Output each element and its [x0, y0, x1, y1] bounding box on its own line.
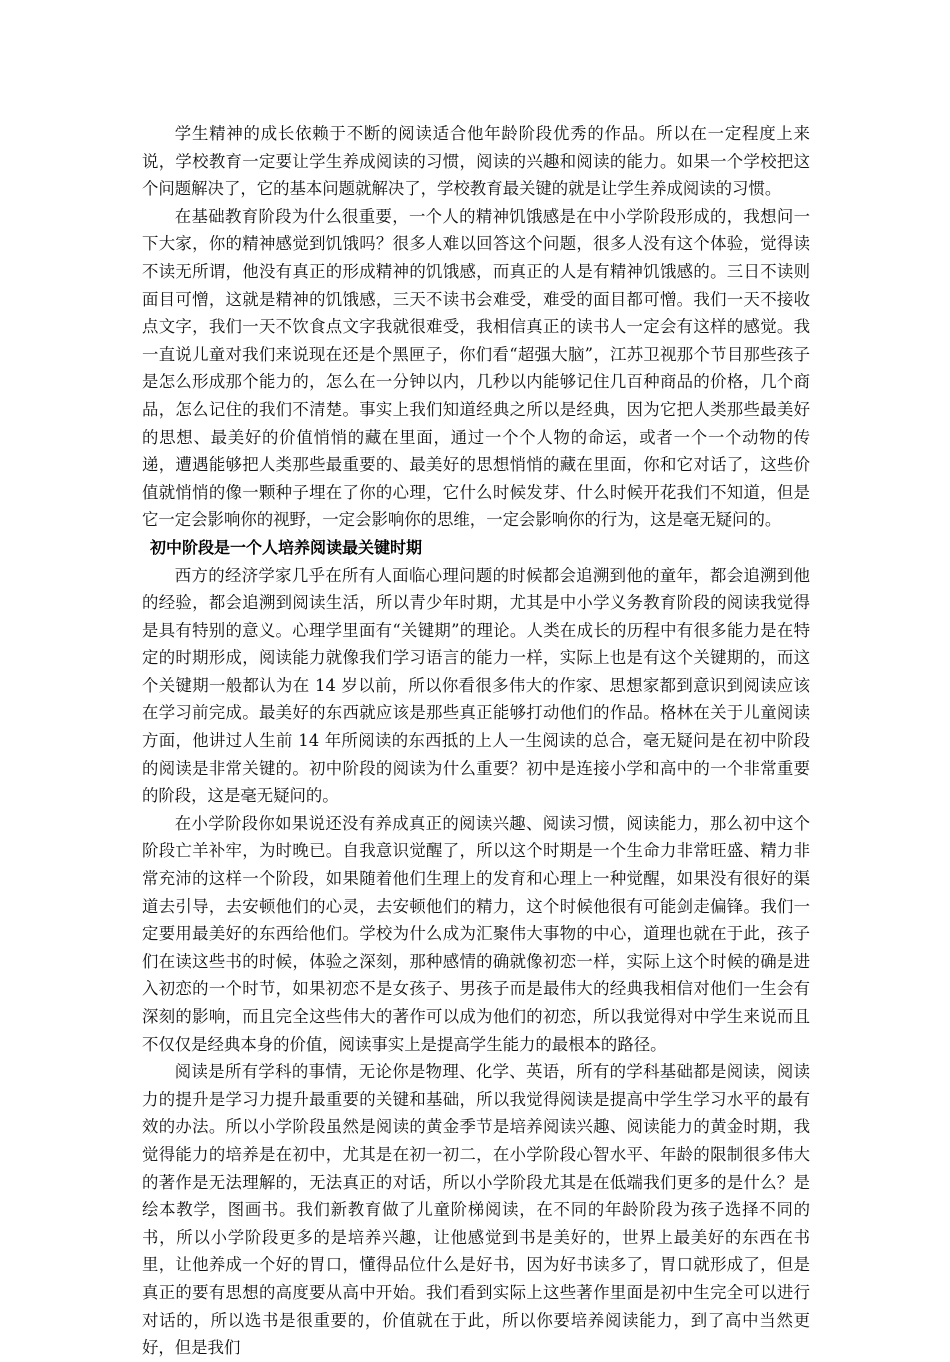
paragraph-spiritual-hunger: 在基础教育阶段为什么很重要，一个人的精神饥饿感是在中小学阶段形成的，我想问一下大家，你的精神感觉到饥饿吗？很多人难以回答这个问题，很多人没有这个体验，觉得读不读无所谓，他没有真正的形成精神的饥饿感，而真正的人是有精神饥饿感的。三日不读则面目可憎，这就是精神的饥饿感，三天不读书会难受，难受的面目都可憎。我们一天不接收点文字，我们一天不饮食点文字我就很难受，我相信真正的读书人一定会有这样的感觉。我一直说儿童对我们来说现在还是个黑匣子，你们看“超强大脑”，江苏卫视那个节目那些孩子是怎么形成那个能力的，怎么在一分钟以内，几秒以内能够记住几百种商品的价格，几个商品，怎么记住的我们不清楚。事实上我们知道经典之所以是经典，因为它把人类那些最美好的思想、最美好的价值悄悄的藏在里面，通过一个个人物的命运，或者一个一个动物的传递，遭遇能够把人类那些最重要的、最美好的思想悄悄的藏在里面，你和它对话了，这些价值就悄悄的像一颗种子埋在了你的心理，它什么时候发芽、什么时候开花我们不知道，但是它一定会影响你的视野，一定会影响你的思维，一定会影响你的行为，这是毫无疑问的。	[142, 206, 810, 530]
paragraph-critical-period: 西方的经济学家几乎在所有人面临心理问题的时候都会追溯到他的童年，都会追溯到他的经验，都会追溯到阅读生活，所以青少年时期，尤其是中小学义务教育阶段的阅读我觉得是具有特别的意义。心理学里面有“关键期”的理论。人类在成长的历程中有很多能力是在特定的时期形成，阅读能力就像我们学习语言的能力一样，实际上也是有这个关键期的，而这个关键期一般都认为在 14 岁以前，所以你看很多伟大的作家、思想家都到意识到阅读应该在学习前完成。最美好的东西就应该是那些真正能够打动他们的作品。格林在关于儿童阅读方面，他讲过人生前 14 年所阅读的东西抵的上人一生阅读的总合，毫无疑问是在初中阶段的阅读是非常关键的。初中阶段的阅读为什么重要？初中是连接小学和高中的一个非常重要的阶段，这是毫无疑问的。	[142, 565, 810, 806]
paragraph-reading-habit: 学生精神的成长依赖于不断的阅读适合他年龄阶段优秀的作品。所以在一定程度上来说，学校教育一定要让学生养成阅读的习惯，阅读的兴趣和阅读的能力。如果一个学校把这个问题解决了，它的基本问题就解决了，学校教育最关键的就是让学生养成阅读的习惯。	[142, 124, 810, 199]
section-heading: 初中阶段是一个人培养阅读最关键时期	[150, 537, 423, 557]
paragraph-middle-school-awakening: 在小学阶段你如果说还没有养成真正的阅读兴趣、阅读习惯，阅读能力，那么初中这个阶段亡羊补牢，为时晚已。自我意识觉醒了，所以这个时期是一个生命力非常旺盛、精力非常充沛的这样一个阶段，如果随着他们生理上的发育和心理上一种觉醒，如果没有很好的渠道去引导，去安顿他们的心灵，去安顿他们的精力，这个时候他很有可能剑走偏锋。我们一定要用最美好的东西给他们。学校为什么成为汇聚伟大事物的中心，道理也就在于此，孩子们在读这些书的时候，体验之深刻，那种感情的确就像初恋一样，实际上这个时候的确是进入初恋的一个时节，如果初恋不是女孩子、男孩子而是最伟大的经典我相信对他们一生会有深刻的影响，而且完全这些伟大的著作可以成为他们的初恋，所以我觉得对中学生来说而且不仅仅是经典本身的价值，阅读事实上是提高学生能力的最根本的路径。	[142, 813, 810, 1054]
document-body	[142, 120, 810, 1362]
paragraph-reading-all-subjects: 阅读是所有学科的事情，无论你是物理、化学、英语，所有的学科基础都是阅读，阅读力的提升是学习力提升最重要的关键和基础，所以我觉得阅读是提高中学生学习水平的最有效的办法。所以小学阶段虽然是阅读的黄金季节是培养阅读兴趣、阅读能力的黄金时期，我觉得能力的培养是在初中，尤其是在初一初二，在小学阶段心智水平、年龄的限制很多伟大的著作是无法理解的，无法真正的对话，所以小学阶段尤其是在低端我们更多的是什么？是绘本教学，图画书。我们新教育做了儿童阶梯阅读，在不同的年龄阶段为孩子选择不同的书，所以小学阶段更多的是培养兴趣，让他感觉到书是美好的，世界上最美好的东西在书里，让他养成一个好的胃口，懂得品位什么是好书，因为好书读多了，胃口就形成了，但是真正的要有思想的高度要从高中开始。我们看到实际上这些著作里面是初中生完全可以进行对话的，所以选书是很重要的，价值就在于此，所以你要培养阅读能力，到了高中当然更好，但是我们	[142, 1062, 810, 1358]
